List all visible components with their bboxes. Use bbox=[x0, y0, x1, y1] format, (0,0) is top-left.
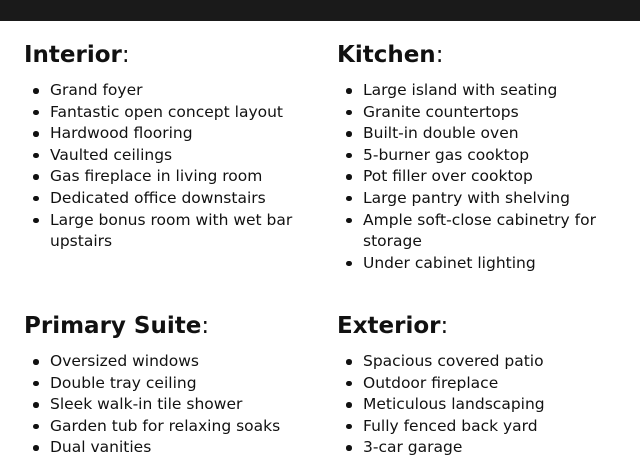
list-item: Fantastic open concept layout bbox=[24, 102, 324, 124]
list-item: Under cabinet lighting bbox=[337, 253, 637, 275]
list-item: 5-burner gas cooktop bbox=[337, 145, 637, 167]
kitchen-heading-colon: : bbox=[435, 42, 444, 68]
list-item: Outdoor fireplace bbox=[337, 373, 637, 395]
interior-list bbox=[24, 80, 324, 253]
exterior-heading bbox=[337, 311, 637, 341]
list-item: Dual vanities bbox=[24, 437, 324, 459]
list-item: Dedicated office downstairs bbox=[24, 188, 324, 210]
list-item: Double tray ceiling bbox=[24, 373, 324, 395]
interior-heading bbox=[24, 40, 324, 70]
list-item: Large island with seating bbox=[337, 80, 637, 102]
primary-suite-section bbox=[24, 311, 324, 459]
exterior-section bbox=[337, 311, 637, 459]
primary-suite-heading-text: Primary Suite bbox=[24, 313, 202, 339]
list-item: Large bonus room with wet bar upstairs bbox=[24, 210, 324, 253]
exterior-heading-colon: : bbox=[440, 313, 449, 339]
kitchen-section bbox=[337, 40, 637, 274]
list-item: Vaulted ceilings bbox=[24, 145, 324, 167]
top-bar bbox=[0, 0, 640, 21]
exterior-list bbox=[337, 351, 637, 459]
list-item: Pot filler over cooktop bbox=[337, 166, 637, 188]
list-item: Fully fenced back yard bbox=[337, 416, 637, 438]
list-item: Granite countertops bbox=[337, 102, 637, 124]
list-item: Built-in double oven bbox=[337, 123, 637, 145]
exterior-heading-text: Exterior bbox=[337, 313, 441, 339]
list-item: Ample soft-close cabinetry for storage bbox=[337, 210, 637, 253]
interior-heading-text: Interior bbox=[24, 42, 122, 68]
interior-heading-colon: : bbox=[121, 42, 130, 68]
kitchen-heading-text: Kitchen bbox=[337, 42, 436, 68]
list-item: Large pantry with shelving bbox=[337, 188, 637, 210]
list-item: Hardwood flooring bbox=[24, 123, 324, 145]
primary-suite-list bbox=[24, 351, 324, 459]
list-item: Sleek walk-in tile shower bbox=[24, 394, 324, 416]
list-item: Meticulous landscaping bbox=[337, 394, 637, 416]
list-item: Spacious covered patio bbox=[337, 351, 637, 373]
primary-suite-heading-colon: : bbox=[201, 313, 210, 339]
list-item: Garden tub for relaxing soaks bbox=[24, 416, 324, 438]
list-item: Gas fireplace in living room bbox=[24, 166, 324, 188]
primary-suite-heading bbox=[24, 311, 324, 341]
kitchen-list bbox=[337, 80, 637, 274]
list-item: Oversized windows bbox=[24, 351, 324, 373]
list-item: Grand foyer bbox=[24, 80, 324, 102]
interior-section bbox=[24, 40, 324, 253]
list-item: 3-car garage bbox=[337, 437, 637, 459]
kitchen-heading bbox=[337, 40, 637, 70]
